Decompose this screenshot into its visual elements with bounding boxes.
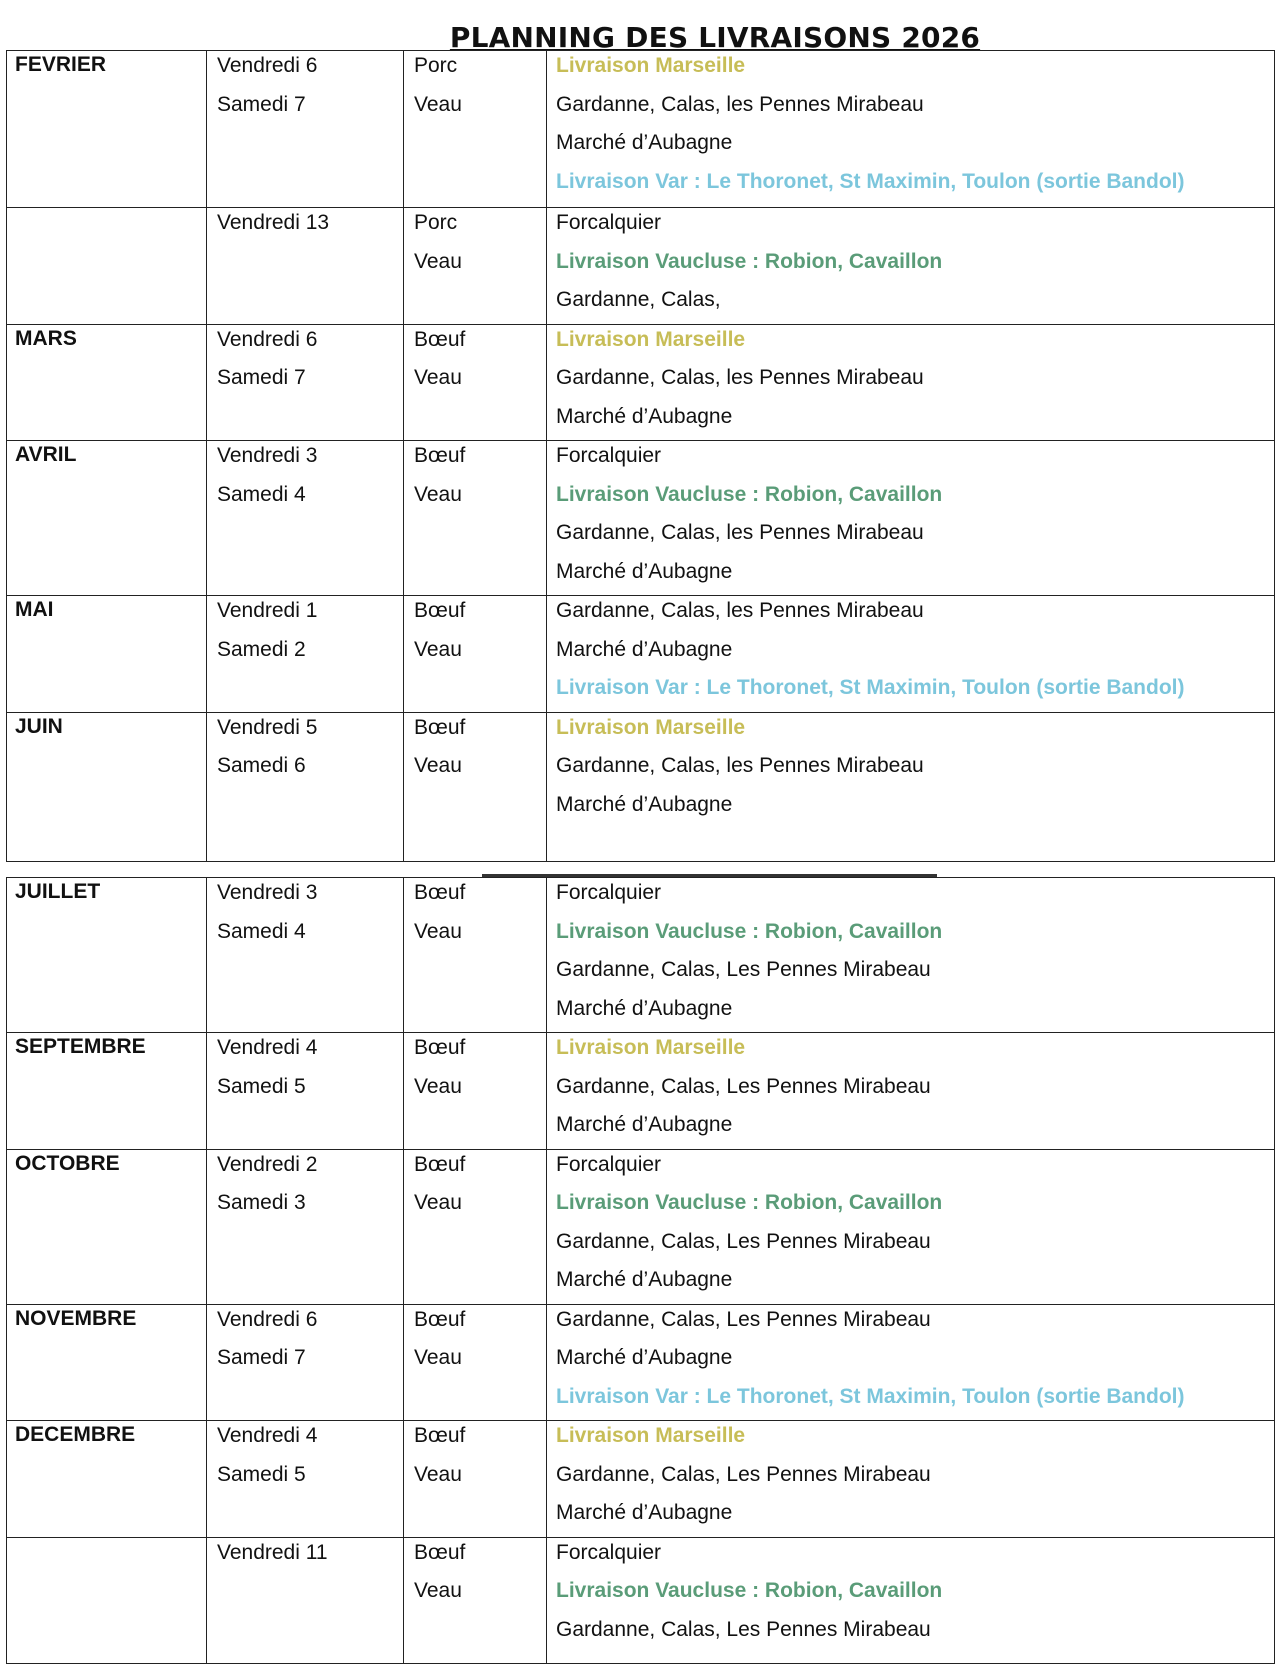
table-row [7,1421,1275,1538]
table-row [7,1304,1275,1421]
meat-type: Veau [414,919,462,943]
delivery-route-marseille: Livraison Marseille [556,327,746,351]
delivery-route-vaucluse: Livraison Vaucluse : Robion, Cavaillon [556,482,943,506]
delivery-date: Vendredi 6 [217,54,318,77]
delivery-location: Marché d’Aubagne [556,637,733,661]
meat-type: Veau [414,1346,462,1369]
dates-cell [207,208,404,325]
meats-cell [404,208,547,325]
month-cell: JUILLET [7,878,207,1033]
page-title: PLANNING DES LIVRAISONS 2026 [449,21,981,54]
meat-type: Bœuf [414,1036,466,1059]
month-cell: JUIN [7,712,207,861]
meat-type: Bœuf [414,327,466,351]
locations-cell [547,51,1275,208]
delivery-date: Samedi 3 [217,1191,306,1214]
dates-cell [207,51,404,208]
meats-cell [404,1304,547,1421]
month-cell: NOVEMBRE [7,1304,207,1421]
delivery-date: Vendredi 6 [217,327,318,351]
delivery-route-vaucluse: Livraison Vaucluse : Robion, Cavaillon [556,919,943,943]
delivery-date: Samedi 2 [217,637,306,661]
delivery-location: Marché d’Aubagne [556,1346,733,1369]
meat-type: Veau [414,92,462,116]
delivery-location: Marché d’Aubagne [556,559,733,583]
delivery-date: Samedi 5 [217,1462,306,1486]
delivery-location: Gardanne, Calas, les Pennes Mirabeau [556,754,924,777]
month-cell [7,1537,207,1663]
month-cell: AVRIL [7,441,207,596]
meat-type: Bœuf [414,715,466,739]
delivery-location: Marché d’Aubagne [556,996,733,1020]
locations-cell [547,596,1275,713]
locations-cell [547,1149,1275,1304]
dates-cell [207,596,404,713]
meat-type: Veau [414,249,462,273]
delivery-date: Samedi 4 [217,919,306,943]
delivery-route-vaucluse: Livraison Vaucluse : Robion, Cavaillon [556,1191,943,1214]
delivery-date: Samedi 5 [217,1074,306,1098]
delivery-location: Gardanne, Calas, [556,288,721,311]
meat-type: Veau [414,637,462,661]
meat-type: Veau [414,366,462,389]
meats-cell [404,712,547,861]
delivery-route-var: Livraison Var : Le Thoronet, St Maximin, Toulon (sortie Bandol) [556,676,1185,699]
meat-type: Porc [414,54,458,77]
month-cell [7,208,207,325]
table-row [7,878,1275,1033]
locations-cell [547,878,1275,1033]
locations-cell [547,1033,1275,1150]
delivery-location: Marché d’Aubagne [556,131,733,154]
table-row [7,1033,1275,1150]
delivery-table-part-2 [6,877,1275,1664]
meat-type: Veau [414,1074,462,1098]
delivery-date: Samedi 6 [217,754,306,777]
table-body [7,878,1275,1664]
delivery-location: Gardanne, Calas, les Pennes Mirabeau [556,92,924,116]
meat-type: Bœuf [414,599,466,622]
dates-cell [207,1421,404,1538]
month-cell: FEVRIER [7,51,207,208]
delivery-location: Marché d’Aubagne [556,792,733,816]
delivery-location: Gardanne, Calas, Les Pennes Mirabeau [556,958,931,981]
meat-type: Bœuf [414,444,466,467]
meat-type: Bœuf [414,881,466,904]
locations-cell [547,1537,1275,1663]
delivery-location: Forcalquier [556,1540,662,1564]
delivery-route-var: Livraison Var : Le Thoronet, St Maximin, Toulon (sortie Bandol) [556,1384,1185,1408]
table-row [7,596,1275,713]
meats-cell [404,1033,547,1150]
delivery-route-vaucluse: Livraison Vaucluse : Robion, Cavaillon [556,1579,943,1602]
dates-cell [207,1149,404,1304]
delivery-location: Marché d’Aubagne [556,1113,733,1136]
delivery-date: Vendredi 2 [217,1152,318,1176]
delivery-location: Gardanne, Calas, les Pennes Mirabeau [556,521,924,544]
delivery-location: Marché d’Aubagne [556,404,733,428]
meat-type: Bœuf [414,1424,466,1447]
delivery-date: Vendredi 4 [217,1424,318,1447]
meats-cell [404,1149,547,1304]
delivery-date: Vendredi 11 [217,1540,328,1564]
delivery-date: Samedi 7 [217,366,306,389]
table-row [7,441,1275,596]
meat-type: Veau [414,482,462,506]
meats-cell [404,1537,547,1663]
meats-cell [404,596,547,713]
delivery-date: Vendredi 3 [217,881,318,904]
delivery-location: Forcalquier [556,444,662,467]
meat-type: Veau [414,1579,462,1602]
dates-cell [207,1304,404,1421]
delivery-date: Vendredi 5 [217,715,318,739]
meat-type: Veau [414,754,462,777]
meat-type: Veau [414,1462,462,1486]
delivery-date: Vendredi 1 [217,599,318,622]
month-cell: MARS [7,324,207,441]
delivery-date: Samedi 7 [217,1346,306,1369]
delivery-location: Gardanne, Calas, les Pennes Mirabeau [556,599,924,622]
delivery-route-marseille: Livraison Marseille [556,54,746,77]
delivery-location: Forcalquier [556,1152,662,1176]
delivery-route-marseille: Livraison Marseille [556,715,746,739]
locations-cell [547,712,1275,861]
locations-cell [547,1421,1275,1538]
dates-cell [207,1033,404,1150]
delivery-date: Vendredi 3 [217,444,318,467]
table-row [7,1149,1275,1304]
delivery-location: Gardanne, Calas, Les Pennes Mirabeau [556,1307,931,1331]
delivery-location: Gardanne, Calas, Les Pennes Mirabeau [556,1617,931,1641]
meat-type: Bœuf [414,1540,466,1564]
delivery-location: Gardanne, Calas, Les Pennes Mirabeau [556,1229,931,1253]
delivery-location: Marché d’Aubagne [556,1268,733,1291]
locations-cell [547,324,1275,441]
meat-type: Porc [414,211,458,234]
locations-cell [547,1304,1275,1421]
meat-type: Bœuf [414,1152,466,1176]
locations-cell [547,208,1275,325]
dates-cell [207,712,404,861]
month-cell: DECEMBRE [7,1421,207,1538]
meats-cell [404,324,547,441]
meats-cell [404,51,547,208]
delivery-route-var: Livraison Var : Le Thoronet, St Maximin, Toulon (sortie Bandol) [556,169,1185,193]
delivery-table-part-1 [6,50,1275,862]
delivery-route-marseille: Livraison Marseille [556,1424,746,1447]
delivery-location: Marché d’Aubagne [556,1501,733,1524]
meats-cell [404,1421,547,1538]
dates-cell [207,1537,404,1663]
delivery-date: Samedi 7 [217,92,306,116]
table-row [7,324,1275,441]
meat-type: Veau [414,1191,462,1214]
table-row [7,712,1275,861]
delivery-date: Samedi 4 [217,482,306,506]
delivery-location: Gardanne, Calas, Les Pennes Mirabeau [556,1462,931,1486]
delivery-date: Vendredi 13 [217,211,330,234]
month-cell: SEPTEMBRE [7,1033,207,1150]
delivery-date: Vendredi 6 [217,1307,318,1331]
locations-cell [547,441,1275,596]
meats-cell [404,878,547,1033]
dates-cell [207,441,404,596]
month-cell: OCTOBRE [7,1149,207,1304]
delivery-date: Vendredi 4 [217,1036,318,1059]
delivery-route-vaucluse: Livraison Vaucluse : Robion, Cavaillon [556,249,943,273]
delivery-location: Gardanne, Calas, Les Pennes Mirabeau [556,1074,931,1098]
month-cell: MAI [7,596,207,713]
table-row [7,51,1275,208]
table-row [7,1537,1275,1663]
delivery-location: Forcalquier [556,881,662,904]
table-row [7,208,1275,325]
meats-cell [404,441,547,596]
delivery-route-marseille: Livraison Marseille [556,1036,746,1059]
dates-cell [207,324,404,441]
delivery-location: Gardanne, Calas, les Pennes Mirabeau [556,366,924,389]
delivery-location: Forcalquier [556,211,662,234]
meat-type: Bœuf [414,1307,466,1331]
table-body [7,51,1275,862]
dates-cell [207,878,404,1033]
